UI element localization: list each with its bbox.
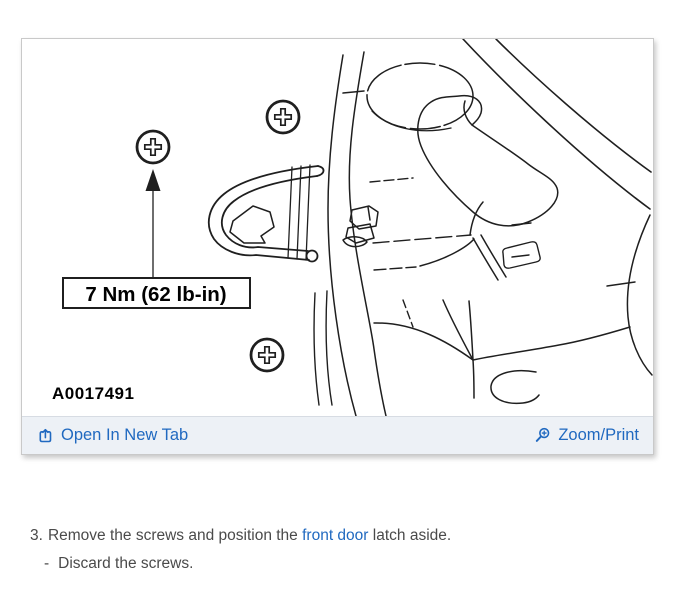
pillar-line <box>328 55 356 416</box>
torque-label: 7 Nm (62 lb-in) <box>85 283 227 306</box>
instruction-block <box>30 527 650 573</box>
step-number: 3. <box>30 527 43 544</box>
bracket-outline <box>418 96 558 226</box>
sub-step-text: Discard the screws. <box>58 555 194 572</box>
pillar-line <box>349 52 386 416</box>
door-latch-diagram <box>22 39 653 416</box>
latch-claw <box>230 206 274 243</box>
zoom-print-link[interactable] <box>534 426 639 445</box>
open-in-new-tab-link[interactable] <box>38 426 188 445</box>
diagram-line-art <box>22 39 653 416</box>
box-arrow-up-icon <box>38 428 54 444</box>
screw-icon <box>251 339 283 371</box>
screw-icon <box>267 101 299 133</box>
callout-arrow <box>146 169 161 277</box>
magnifier-plus-icon <box>534 427 551 444</box>
torque-callout <box>63 278 250 308</box>
part-number-label: A0017491 <box>52 384 135 403</box>
screw-icon <box>137 131 169 163</box>
latch-outer <box>209 166 318 260</box>
step-3-line <box>30 527 650 545</box>
sub-step-line <box>30 555 650 573</box>
figure-toolbar <box>22 416 653 454</box>
front-door-link[interactable]: front door <box>302 527 369 544</box>
open-in-new-tab-label: Open In New Tab <box>61 426 189 444</box>
sub-step-dash: - <box>44 555 50 572</box>
step-text-before-link: Remove the screws and position the <box>47 527 298 544</box>
zoom-print-label: Zoom/Print <box>558 426 639 444</box>
figure-panel <box>21 38 654 455</box>
step-text-after-link: latch aside. <box>372 527 452 544</box>
